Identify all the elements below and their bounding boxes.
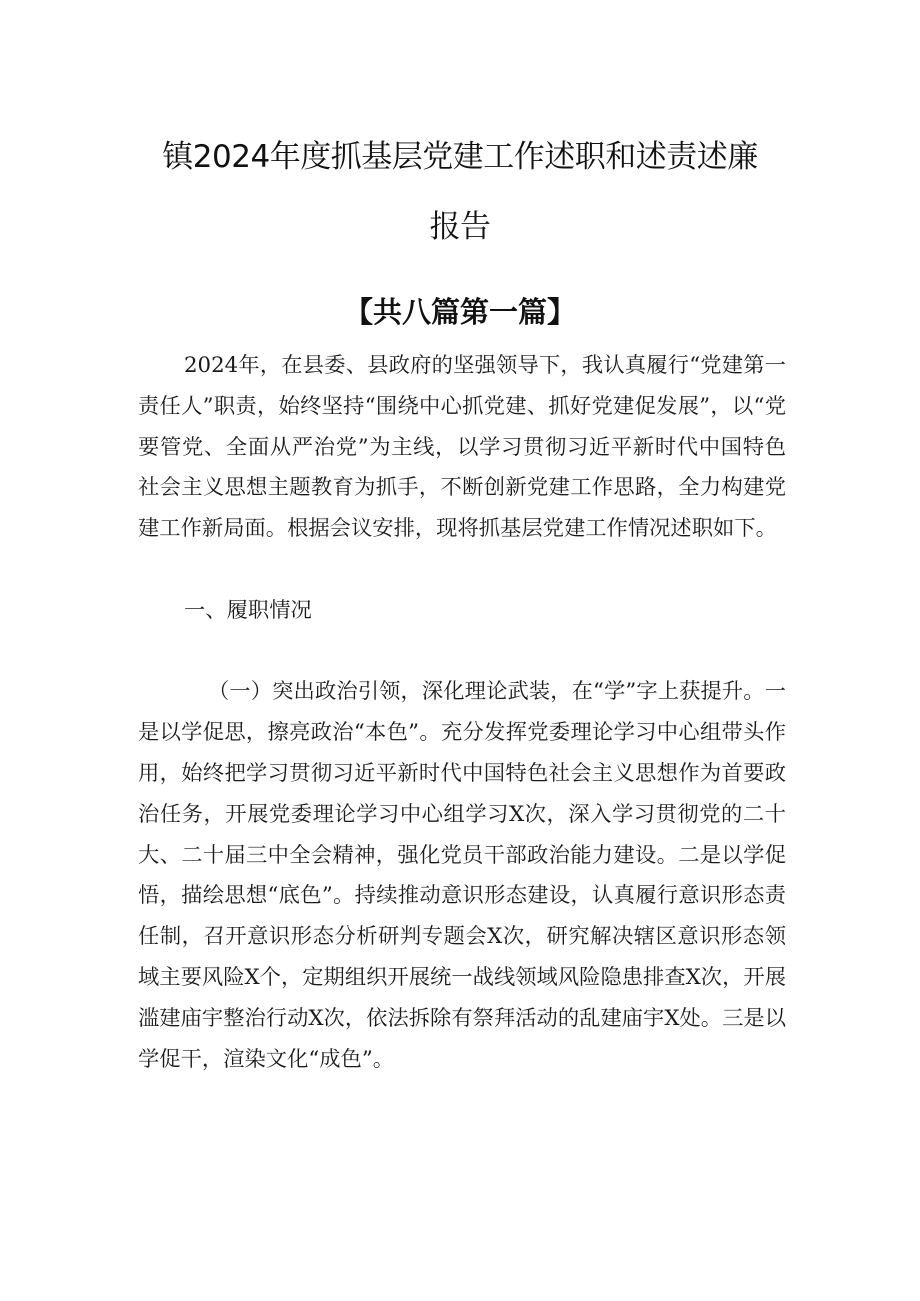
document-title-line-1: 镇2024年度抓基层党建工作述职和述责述廉: [162, 139, 758, 175]
document-body: [138, 346, 786, 1080]
paragraph-gap: [138, 550, 786, 591]
intro-paragraph: 2024年，在县委、县政府的坚强领导下，我认真履行“党建第一责任人”职责，始终坚持“围绕中心抓党建、抓好党建促发展”，以“党要管党、全面从严治党”为主线，以学习贯彻习近平新时代中国特色社会主义思想主题教育为抓手，不断创新党建工作思路，全力构建党建工作新局面。根据会议安排，现将抓基层党建工作情况述职如下。: [138, 353, 786, 542]
paragraph-gap: [138, 632, 786, 673]
document-title-line-2: 报告: [429, 209, 491, 245]
detail-paragraph: （一）突出政治引领，深化理论武装，在“学”字上获提升。一是以学促思，擦亮政治“本色”。充分发挥党委理论学习中心组带头作用，始终把学习贯彻习近平新时代中国特色社会主义思想作为首要政治任务，开展党委理论学习中心组学习X次，深入学习贯彻党的二十大、二十届三中全会精神，强化党员干部政治能力建设。二是以学促悟，描绘思想“底色”。持续推动意识形态建设，认真履行意识形态责任制，召开意识形态分析研判专题会X次，研究解决辖区意识形态领域主要风险X个，定期组织开展统一战线领域风险隐患排查X次，开展滥建庙宇整治行动X次，依法拆除有祭拜活动的乱建庙宇X处。三是以学促干，渲染文化“成色”。: [138, 679, 786, 1072]
document-subtitle: 【共八篇第一篇】: [343, 295, 576, 329]
section-heading: 一、履职情况: [184, 597, 312, 623]
